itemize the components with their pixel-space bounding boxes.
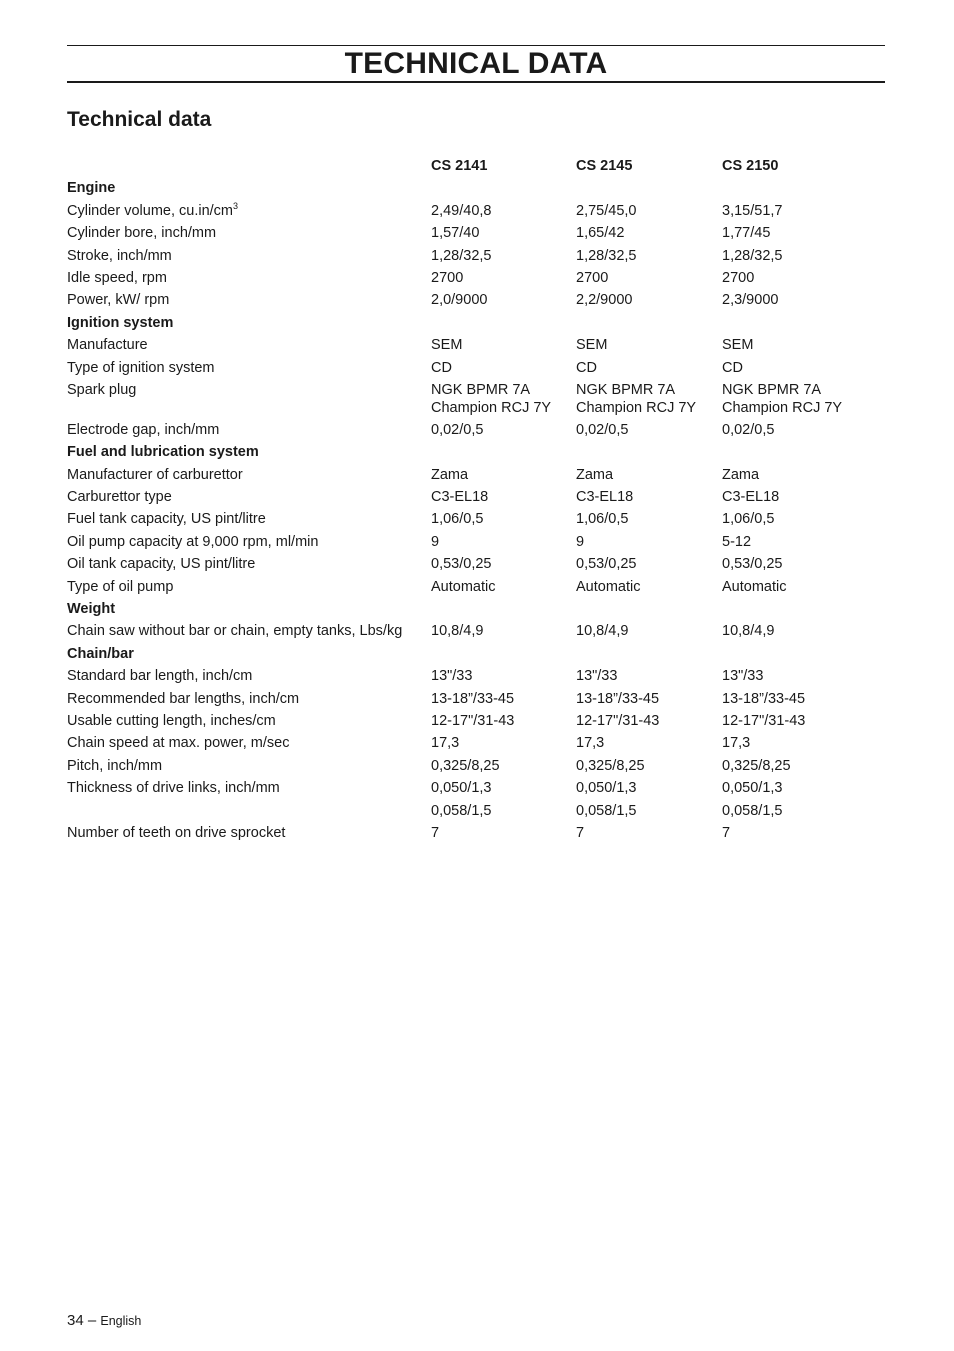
- page-number: 34 –: [67, 1312, 97, 1329]
- table-row: [67, 755, 885, 777]
- cell-value: CD: [431, 359, 452, 376]
- cell-value: Zama: [431, 466, 469, 483]
- row-label: Type of ignition system: [67, 359, 215, 376]
- table-row: [67, 267, 885, 289]
- table-row: [67, 777, 885, 799]
- row-label: Spark plug: [67, 381, 137, 398]
- table-header-row: [67, 155, 885, 177]
- cell-value: 12-17"/31-43: [431, 712, 515, 729]
- cell-value: 13-18”/33-45: [576, 690, 660, 707]
- cell-value: 1,57/40: [431, 225, 480, 242]
- column-header: CS 2141: [431, 158, 488, 174]
- cell-value: 17,3: [722, 735, 751, 752]
- row-label: Fuel tank capacity, US pint/litre: [67, 511, 266, 528]
- cell-value: 0,53/0,25: [431, 556, 492, 573]
- cell-value: 13"/33: [722, 668, 764, 685]
- row-label: Number of teeth on drive sprocket: [67, 824, 286, 841]
- group-heading: Chain/bar: [67, 645, 134, 662]
- cell-value: 5-12: [722, 533, 752, 550]
- cell-value: 2700: [722, 269, 755, 286]
- row-label: Chain speed at max. power, m/sec: [67, 735, 290, 752]
- cell-value: 7: [431, 824, 440, 841]
- page-header-title: TECHNICAL DATA: [344, 47, 608, 80]
- cell-value: 12-17"/31-43: [576, 712, 660, 729]
- group-heading-ignition: [67, 312, 885, 334]
- cell-value: Zama: [722, 466, 760, 483]
- group-heading-engine: [67, 177, 885, 199]
- table-row: [67, 200, 885, 222]
- table-row: [67, 800, 885, 822]
- cell-value: 0,02/0,5: [722, 421, 775, 438]
- table-row: [67, 289, 885, 311]
- cell-value: CD: [576, 359, 597, 376]
- row-label: Carburettor type: [67, 489, 172, 506]
- row-label: Oil pump capacity at 9,000 rpm, ml/min: [67, 533, 319, 550]
- cell-value: C3-EL18: [722, 489, 780, 506]
- cell-value: 9: [576, 533, 585, 550]
- cell-value: 0,058/1,5: [576, 802, 637, 819]
- cell-value: 1,28/32,5: [576, 247, 637, 264]
- cell-value: 3,15/51,7: [722, 202, 783, 219]
- cell-value: 7: [576, 824, 585, 841]
- group-heading-weight: [67, 598, 885, 620]
- table-row: [67, 710, 885, 732]
- table-row: [67, 486, 885, 508]
- row-label: Manufacturer of carburettor: [67, 466, 243, 483]
- table-row: [67, 419, 885, 441]
- cell-value: 13-18”/33-45: [722, 690, 806, 707]
- table-row: [67, 464, 885, 486]
- row-label: Thickness of drive links, inch/mm: [67, 780, 280, 797]
- cell-value: 1,65/42: [576, 225, 625, 242]
- cell-value: 10,8/4,9: [576, 623, 629, 640]
- spark-plug-line: Champion RCJ 7Y: [576, 399, 697, 416]
- cell-value: 1,77/45: [722, 225, 771, 242]
- cell-value: [722, 379, 842, 417]
- cell-value: 2700: [431, 269, 464, 286]
- row-label: Pitch, inch/mm: [67, 757, 163, 774]
- table-row: [67, 822, 885, 844]
- row-label: Electrode gap, inch/mm: [67, 421, 220, 438]
- cell-value: 2,75/45,0: [576, 202, 637, 219]
- header-rule-bottom: [67, 81, 885, 83]
- cell-value: 0,53/0,25: [576, 556, 637, 573]
- cell-value: 2,2/9000: [576, 292, 633, 309]
- row-label: Oil tank capacity, US pint/litre: [67, 556, 256, 573]
- row-label: Standard bar length, inch/cm: [67, 668, 253, 685]
- cell-value: 2,0/9000: [431, 292, 488, 309]
- cell-value: 1,06/0,5: [722, 511, 775, 528]
- row-label: Stroke, inch/mm: [67, 247, 172, 264]
- row-label: Power, kW/ rpm: [67, 292, 170, 309]
- table-row: [67, 357, 885, 379]
- cell-value: C3-EL18: [576, 489, 634, 506]
- group-heading: Weight: [67, 601, 116, 618]
- cell-value: 1,06/0,5: [431, 511, 484, 528]
- spark-plug-line: NGK BPMR 7A: [431, 381, 531, 398]
- cell-value: 0,058/1,5: [431, 802, 492, 819]
- cell-value: 10,8/4,9: [431, 623, 484, 640]
- cell-value: 0,325/8,25: [576, 757, 645, 774]
- row-label: Type of oil pump: [67, 578, 174, 595]
- cell-value: 2,3/9000: [722, 292, 779, 309]
- row-label: Usable cutting length, inches/cm: [67, 712, 276, 729]
- table-row: [67, 665, 885, 687]
- cell-value: 1,06/0,5: [576, 511, 629, 528]
- superscript: 3: [233, 200, 239, 211]
- group-heading: Ignition system: [67, 314, 174, 331]
- cell-value: 0,050/1,3: [576, 780, 637, 797]
- cell-value: 0,02/0,5: [431, 421, 484, 438]
- cell-value: 0,050/1,3: [431, 780, 492, 797]
- cell-value: [576, 379, 696, 417]
- table-row: [67, 379, 885, 419]
- cell-value: SEM: [722, 337, 754, 354]
- group-heading: Fuel and lubrication system: [67, 444, 259, 461]
- row-label: Chain saw without bar or chain, empty tanks, Lbs/kg: [67, 623, 403, 640]
- column-header: CS 2145: [576, 158, 633, 174]
- cell-value: 9: [431, 533, 440, 550]
- table-row: [67, 222, 885, 244]
- cell-value: Automatic: [722, 578, 787, 595]
- cell-value: 17,3: [576, 735, 605, 752]
- cell-value: 13"/33: [431, 668, 473, 685]
- table-row: [67, 334, 885, 356]
- row-label: Recommended bar lengths, inch/cm: [67, 690, 300, 707]
- row-label: Cylinder bore, inch/mm: [67, 225, 217, 242]
- spark-plug-line: Champion RCJ 7Y: [431, 399, 552, 416]
- table-row: [67, 576, 885, 598]
- cell-value: 2,49/40,8: [431, 202, 492, 219]
- spark-plug-line: Champion RCJ 7Y: [722, 399, 843, 416]
- table-row: [67, 620, 885, 642]
- cell-value: Automatic: [576, 578, 641, 595]
- group-heading: Engine: [67, 180, 116, 197]
- spark-plug-line: NGK BPMR 7A: [722, 381, 822, 398]
- cell-value: 0,325/8,25: [722, 757, 791, 774]
- table-row: [67, 732, 885, 754]
- row-label: Idle speed, rpm: [67, 269, 167, 286]
- cell-value: SEM: [576, 337, 608, 354]
- technical-data-table: [67, 155, 885, 844]
- table-row: [67, 508, 885, 530]
- cell-value: Automatic: [431, 578, 496, 595]
- cell-value: 13-18”/33-45: [431, 690, 515, 707]
- cell-value: C3-EL18: [431, 489, 489, 506]
- cell-value: 0,02/0,5: [576, 421, 629, 438]
- cell-value: 0,325/8,25: [431, 757, 500, 774]
- group-heading-fuel: [67, 441, 885, 463]
- cell-value: 0,050/1,3: [722, 780, 783, 797]
- cell-value: 17,3: [431, 735, 460, 752]
- cell-value: 2700: [576, 269, 609, 286]
- column-header: CS 2150: [722, 158, 779, 174]
- row-label: Manufacture: [67, 337, 148, 354]
- cell-value: 1,28/32,5: [722, 247, 783, 264]
- table-row: [67, 688, 885, 710]
- cell-value: Zama: [576, 466, 614, 483]
- spark-plug-line: NGK BPMR 7A: [576, 381, 676, 398]
- cell-value: 13"/33: [576, 668, 618, 685]
- group-heading-chain-bar: [67, 643, 885, 665]
- section-title: Technical data: [67, 108, 212, 131]
- table-row: [67, 531, 885, 553]
- row-label-text: Cylinder volume, cu.in/cm: [67, 202, 233, 219]
- cell-value: 12-17"/31-43: [722, 712, 806, 729]
- cell-value: 7: [722, 824, 731, 841]
- cell-value: CD: [722, 359, 743, 376]
- cell-value: SEM: [431, 337, 463, 354]
- row-label: [67, 200, 238, 222]
- cell-value: 0,058/1,5: [722, 802, 783, 819]
- cell-value: 0,53/0,25: [722, 556, 783, 573]
- cell-value: 1,28/32,5: [431, 247, 492, 264]
- footer-language: English: [100, 1314, 142, 1328]
- cell-value: 10,8/4,9: [722, 623, 775, 640]
- table-row: [67, 245, 885, 267]
- cell-value: [431, 379, 551, 417]
- page-footer: [67, 1311, 141, 1331]
- table-row: [67, 553, 885, 575]
